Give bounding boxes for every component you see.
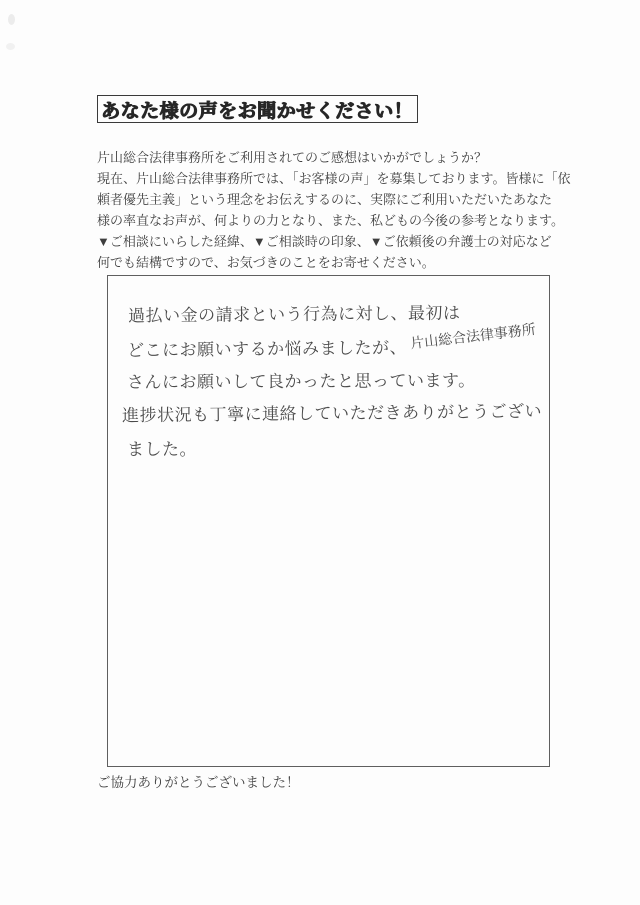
comment-box [107,275,550,767]
intro-line-2: 現在、片山総合法律事務所では、「お客様の声」を募集しております。皆様に「依 [97,171,571,186]
handwritten-firm-name: 片山総合法律事務所 [409,320,537,352]
scan-artifact [8,14,15,25]
form-title: あなた様の声をお聞かせください！ [101,100,414,122]
handwritten-line-2 [126,320,538,361]
intro-line-5: ▼ご相談にいらした経緯、▼ご相談時の印象、▼ご依頼後の弁護士の対応など [97,234,552,249]
handwritten-line-4: 進捗状況も丁寧に連絡していただきありがとうござい [121,401,543,426]
handwritten-line-2-text: どこにお願いするか悩みましたが、 [126,338,408,361]
footer-thanks: ご協力ありがとうございました！ [97,775,300,790]
intro-paragraph [97,147,571,273]
handwritten-line-5: ました。 [127,440,197,459]
form-title-box [97,95,418,123]
intro-line-4: 様の率直なお声が、何よりの力となり、また、私どもの今後の参考となります。 [97,213,564,228]
intro-line-3: 頼者優先主義」という理念をお伝えするのに、実際にご利用いただいたあなた [97,192,553,207]
handwritten-line-3: さんにお願いして良かったと思っています。 [126,371,476,392]
handwritten-line-1: 過払い金の請求という行為に対し、最初は [127,303,461,326]
intro-line-6: 何でも結構ですので、お気づきのことをお寄せください。 [97,255,435,270]
scan-artifact [6,43,15,50]
intro-line-1: 片山総合法律事務所をご利用されてのご感想はいかがでしょうか？ [97,150,488,165]
